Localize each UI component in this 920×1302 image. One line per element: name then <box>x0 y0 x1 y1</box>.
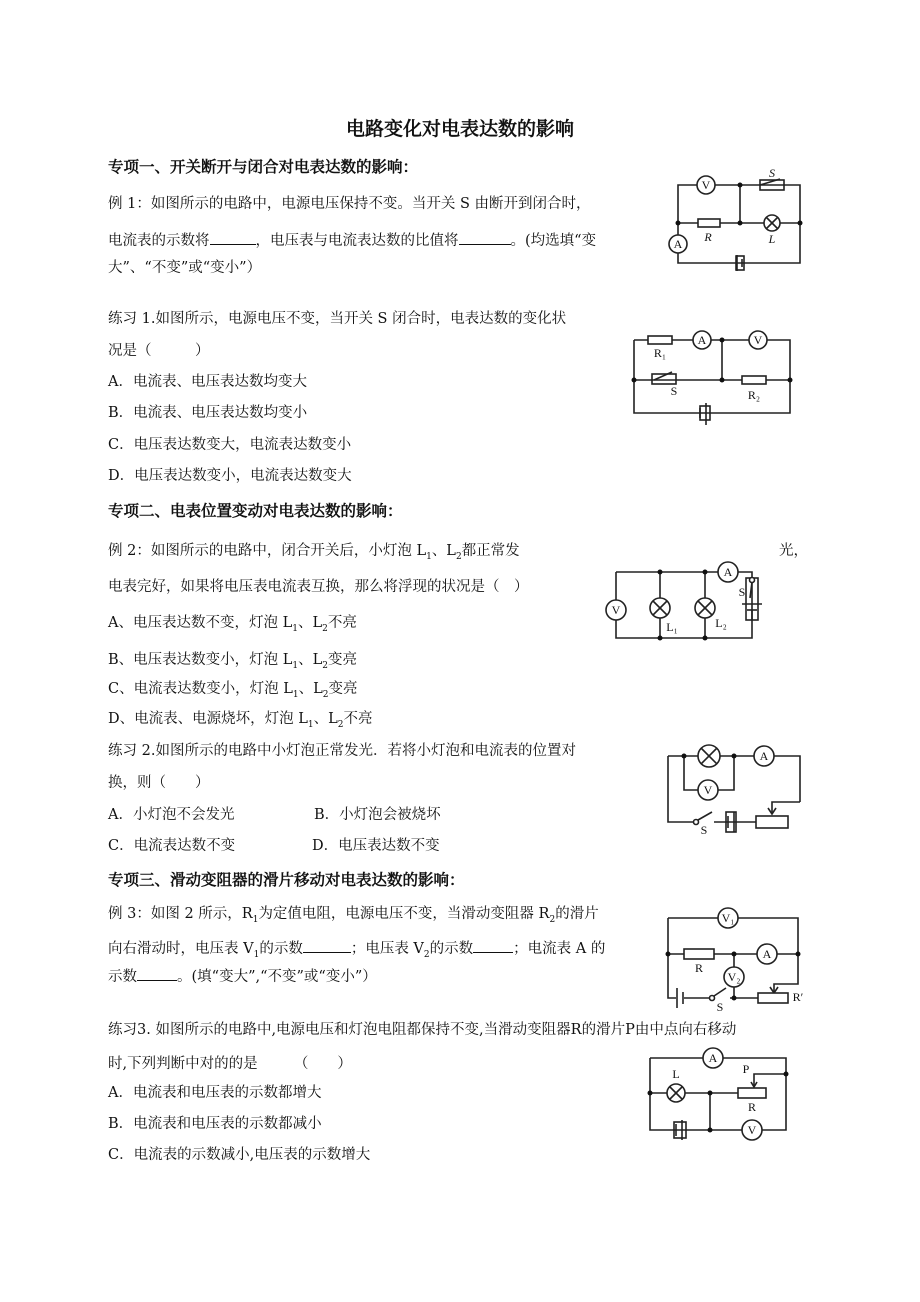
label-v: V <box>703 782 713 797</box>
practice2-option-c[interactable]: C．电流表达数不变 <box>108 838 236 854</box>
label-a: A <box>762 946 772 961</box>
practice2-option-d[interactable]: D．电压表达数不变 <box>312 838 440 854</box>
text: 的滑片 <box>555 906 599 922</box>
subscript: 2 <box>322 623 328 634</box>
label-r: R <box>747 1099 757 1114</box>
subscript: 2 <box>423 949 430 960</box>
text: 、L <box>297 615 323 631</box>
resistor-r <box>684 949 714 959</box>
wire <box>668 756 694 822</box>
text: 、L <box>313 711 338 727</box>
label-v2: V₂ <box>727 969 741 984</box>
subscript: 1 <box>307 719 314 730</box>
label-p: P <box>742 1061 750 1076</box>
example2-option-d[interactable] <box>108 709 372 735</box>
example2-circuit-diagram <box>600 560 770 650</box>
example1-line3: 大”、“不变”或“变小”） <box>108 260 262 276</box>
text: 的示数 <box>259 941 303 957</box>
subscript: 2 <box>322 689 329 700</box>
practice1-circuit-diagram <box>630 328 800 428</box>
switch-s <box>714 988 726 996</box>
label-s: S <box>716 999 724 1014</box>
practice2-line2: 换，则（ ） <box>108 775 210 791</box>
section3-heading: 专项三、滑动变阻器的滑片移动对电表达数的影响： <box>108 871 465 889</box>
example1-line1: 例 1：如图所示的电路中，电源电压保持不变。当开关 S 由断开到闭合时， <box>108 196 591 212</box>
practice3-line1: 练习3. 如图所示的电路中,电源电压和灯泡电阻都保持不变,当滑动变阻器R的滑片P由中点向右移动 <box>108 1022 737 1038</box>
label-s: S <box>700 822 708 837</box>
practice2-option-a[interactable]: A．小灯泡不会发光 <box>108 807 235 823</box>
example3-line1 <box>108 904 599 930</box>
label-a: A <box>723 564 733 579</box>
label-v: V <box>611 602 621 617</box>
practice2-circuit-diagram <box>664 742 809 837</box>
page-title: 电路变化对电表达数的影响 <box>345 118 574 140</box>
text: 示数 <box>108 969 137 985</box>
answer-blank[interactable] <box>303 938 351 953</box>
practice1-option-c[interactable]: C．电压表达数变大，电流表达数变小 <box>108 437 352 453</box>
practice2-line1: 练习 2.如图所示的电路中小灯泡正常发光．若将小灯泡和电流表的位置对 <box>108 743 576 759</box>
text: 的示数 <box>429 941 474 957</box>
example3-line2 <box>108 938 605 965</box>
label-v1: V₁ <box>721 910 735 925</box>
label-l: L <box>768 231 776 246</box>
practice3-option-a[interactable]: A．电流表和电压表的示数都增大 <box>108 1085 322 1101</box>
subscript: 1 <box>253 949 260 960</box>
text: 、L <box>431 543 456 559</box>
example1-circuit-diagram <box>668 165 808 272</box>
label-v: V <box>701 177 711 192</box>
label-s: S <box>738 584 746 599</box>
section1-heading: 专项一、开关断开与闭合对电表达数的影响： <box>108 158 419 176</box>
rheostat-icon <box>758 993 788 1003</box>
text: 电流表的示数将 <box>108 233 210 249</box>
label-a: A <box>697 332 707 347</box>
text: 都正常发 <box>461 543 520 559</box>
practice3-option-c[interactable]: C．电流表的示数减小,电压表的示数增大 <box>108 1147 371 1163</box>
text: C、电流表达数变小，灯泡 L <box>108 681 293 697</box>
text: 。(均选填“变 <box>510 233 597 249</box>
label-a: A <box>708 1050 718 1065</box>
label-r2: R₂ <box>747 387 761 402</box>
practice2-option-b[interactable]: B．小灯泡会被烧坏 <box>314 807 441 823</box>
text: 例 2：如图所示的电路中，闭合开关后，小灯泡 L <box>108 543 427 559</box>
text: 不亮 <box>343 711 373 727</box>
text: 例 3：如图 2 所示，R <box>108 906 253 922</box>
answer-blank[interactable] <box>473 938 513 953</box>
label-a: A <box>673 236 683 251</box>
example2-option-a[interactable] <box>108 613 357 639</box>
text: 变亮 <box>328 681 358 697</box>
practice1-option-b[interactable]: B．电流表、电压表达数均变小 <box>108 405 308 421</box>
subscript: 2 <box>455 551 462 562</box>
resistor-r2 <box>742 376 766 384</box>
label-r1: R₁ <box>653 345 667 360</box>
wire <box>668 918 676 998</box>
example2-option-c[interactable] <box>108 679 357 705</box>
text: 、L <box>298 681 323 697</box>
text: 。(填“变大”,“不变”或“变小”） <box>177 969 377 985</box>
practice3-line2: 时,下列判断中对的的是 （ ） <box>108 1056 352 1072</box>
label-r-prime: R′ <box>792 989 804 1004</box>
text: 不亮 <box>327 615 357 631</box>
practice1-option-a[interactable]: A．电流表、电压表达数均变大 <box>108 374 307 390</box>
subscript: 2 <box>549 914 556 925</box>
text: ；电压表 V <box>350 941 424 957</box>
label-l2: L₂ <box>715 615 727 630</box>
switch-s <box>698 812 712 820</box>
text: 光， <box>779 543 808 559</box>
label-v: V <box>753 332 763 347</box>
subscript: 1 <box>292 623 298 634</box>
example2-line2: 电表完好，如果将电压表电流表互换，那么将浮现的状况是（ ） <box>108 579 529 595</box>
rheostat-icon <box>738 1088 766 1098</box>
subscript: 1 <box>426 551 432 562</box>
label-r: R <box>704 229 712 244</box>
text: 变亮 <box>328 652 358 668</box>
example1-line2 <box>108 230 596 251</box>
rheostat-slider <box>772 802 800 814</box>
subscript: 1 <box>292 660 299 671</box>
label-v: V <box>747 1122 757 1137</box>
text: D、电流表、电源烧坏，灯泡 L <box>108 711 308 727</box>
text: ，电压表与电流表达数的比值将 <box>255 233 459 249</box>
rheostat-slider <box>754 1074 786 1086</box>
answer-blank[interactable] <box>137 966 177 981</box>
label-r: R <box>694 960 704 975</box>
practice1-line1: 练习 1.如图所示，电源电压不变，当开关 S 闭合时，电表达数的变化状 <box>108 311 567 327</box>
subscript: 2 <box>322 660 329 671</box>
practice3-option-b[interactable]: B．电流表和电压表的示数都减小 <box>108 1116 322 1132</box>
resistor-r1 <box>648 336 672 344</box>
subscript: 2 <box>337 719 344 730</box>
label-l: L <box>672 1066 680 1081</box>
answer-blank[interactable] <box>210 230 256 245</box>
text: ；电流表 A 的 <box>513 941 606 957</box>
text: 为定值电阻，电源电压不变，当滑动变阻器 R <box>258 906 550 922</box>
subscript: 1 <box>252 914 259 925</box>
example3-circuit-diagram <box>664 904 814 1014</box>
text: B、电压表达数变小，灯泡 L <box>108 652 293 668</box>
practice3-circuit-diagram <box>646 1046 796 1146</box>
label-s: S <box>670 383 678 398</box>
resistor-r <box>698 219 720 227</box>
text: 向右滑动时，电压表 V <box>108 941 254 957</box>
text: 、L <box>298 652 323 668</box>
example3-line3 <box>108 966 377 987</box>
subscript: 1 <box>292 689 299 700</box>
practice1-option-d[interactable]: D．电压表达数变小，电流表达数变大 <box>108 468 352 484</box>
practice1-line2: 况是（ ） <box>108 343 210 359</box>
rheostat-icon <box>756 816 788 828</box>
example2-option-b[interactable] <box>108 650 357 676</box>
label-l1: L₁ <box>666 619 678 634</box>
text: A、电压表达数不变，灯泡 L <box>108 615 293 631</box>
label-s: S <box>769 165 775 180</box>
section2-heading: 专项二、电表位置变动对电表达数的影响： <box>108 502 403 520</box>
label-a: A <box>759 748 769 763</box>
rheostat-slider <box>774 954 798 992</box>
answer-blank[interactable] <box>459 230 511 245</box>
